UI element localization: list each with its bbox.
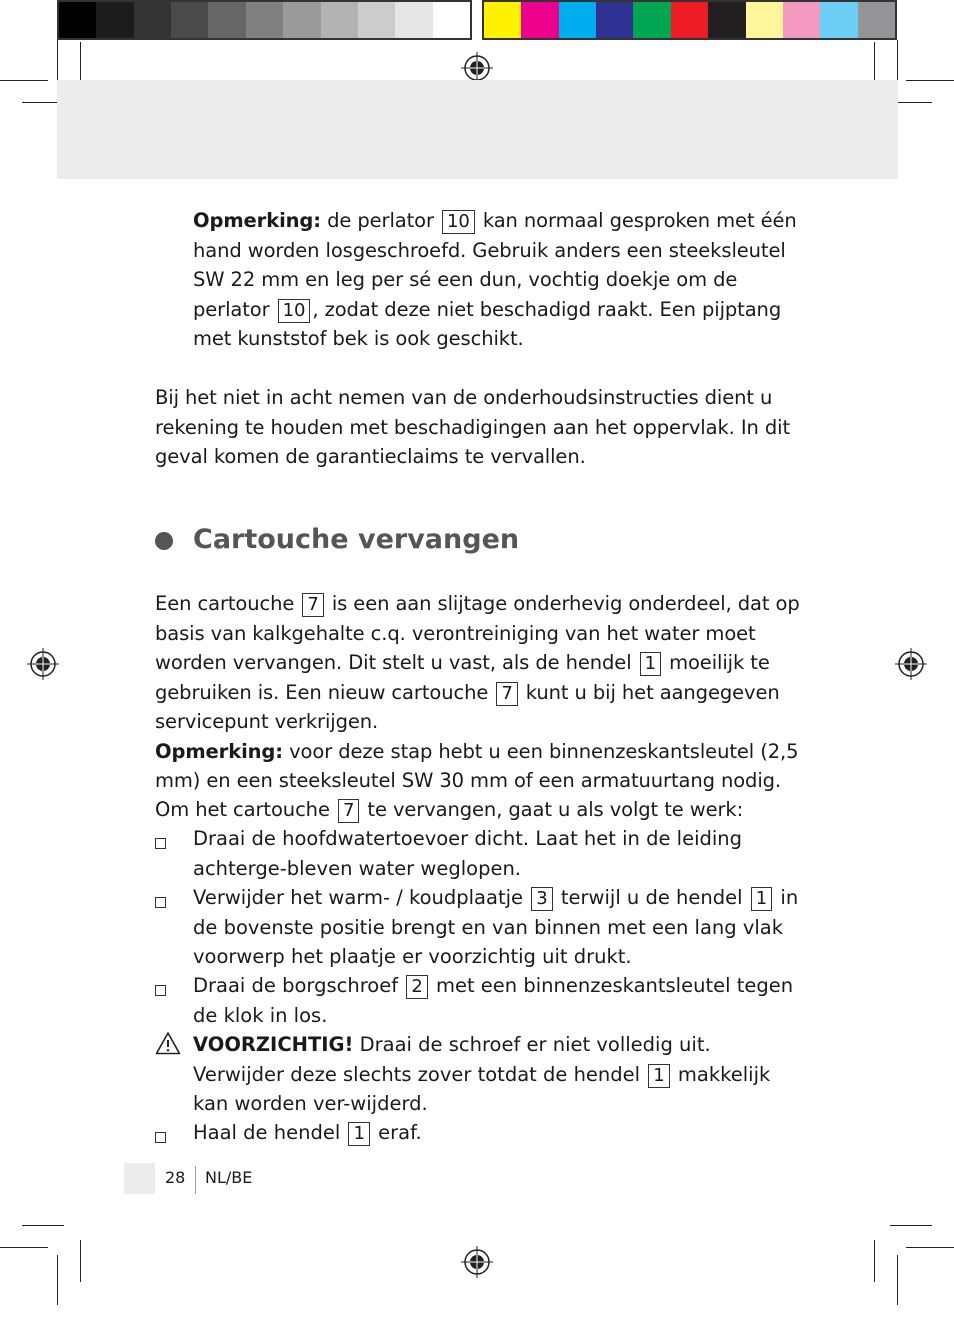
list-item xyxy=(193,1118,801,1148)
crop-mark xyxy=(0,1247,48,1248)
language-code: NL/BE xyxy=(205,1168,253,1187)
color-swatch xyxy=(484,2,521,38)
part-ref-box: 7 xyxy=(338,799,359,823)
list-text: Verwijder het warm- / koudplaatje xyxy=(193,886,530,909)
color-swatch xyxy=(858,2,895,38)
note-label: Opmerking: xyxy=(155,739,283,763)
color-swatch xyxy=(633,2,670,38)
note-perlator xyxy=(193,206,801,354)
color-swatch xyxy=(820,2,857,38)
color-swatch xyxy=(746,2,783,38)
square-bullet-icon xyxy=(155,897,166,908)
note-label: Opmerking: xyxy=(193,209,321,232)
part-ref-box: 2 xyxy=(406,975,427,999)
header-band xyxy=(57,80,898,179)
color-swatch xyxy=(708,2,745,38)
note-text: voor deze stap hebt u een binnenzeskantsleutel (2,5 mm) en een steeksleutel SW 30 mm of een armatuurtang nodig. xyxy=(155,739,799,792)
list-text: Haal de hendel xyxy=(193,1121,347,1144)
part-ref-box: 7 xyxy=(302,593,323,617)
list-item: Draai de hoofdwatertoevoer dicht. Laat het in de leiding achterge-bleven water weglopen. xyxy=(193,827,743,880)
color-swatch xyxy=(246,2,283,38)
paragraph-text: Om het cartouche xyxy=(155,798,336,821)
paragraph-text: te vervangen, gaat u als volgt te werk: xyxy=(361,798,744,821)
note-text: de perlator xyxy=(321,209,441,232)
crop-mark xyxy=(57,40,58,85)
warning-triangle-icon xyxy=(155,1031,181,1055)
paragraph-text: is een aan slijtage onderhevig onderdeel, dat op basis van kalkgehalte c.q. verontreiniging van het water moet worden vervangen. Dit stelt u vast, als de hendel xyxy=(155,592,800,674)
crop-mark xyxy=(906,1247,954,1248)
part-ref-box: 1 xyxy=(751,887,772,911)
registration-mark-icon xyxy=(461,1246,493,1278)
list-text: terwijl u de hendel xyxy=(554,886,749,909)
page-number: 28 xyxy=(165,1168,186,1187)
color-swatch xyxy=(96,2,133,38)
part-ref-box: 7 xyxy=(496,682,517,706)
note-text: , zodat deze niet beschadigd raakt. Een pijptang met kunststof bek is ook geschikt. xyxy=(193,297,782,350)
color-swatch xyxy=(321,2,358,38)
note-text: kan normaal gesproken met één hand worden losgeschroefd. Gebruik anders een steeksleutel SW 22 mm en leg per sé een dun, vochtig doekje om de perlator xyxy=(193,209,797,321)
maintenance-paragraph: Bij het niet in acht nemen van de onderhoudsinstructies dient u rekening te houden met beschadigingen aan het oppervlak. In dit geval komen de garantieclaims te vervallen. xyxy=(155,386,791,468)
caution-note xyxy=(193,1030,801,1119)
caution-label: VOORZICHTIG! xyxy=(193,1033,354,1056)
registration-mark-icon xyxy=(895,648,927,680)
list-item xyxy=(193,971,801,1030)
crop-mark xyxy=(874,1240,875,1282)
paragraph-text: kunt u bij het aangegeven servicepunt verkrijgen. xyxy=(155,680,780,733)
color-swatch xyxy=(559,2,596,38)
paragraph-text: Een cartouche xyxy=(155,592,301,615)
part-ref-box: 1 xyxy=(640,652,661,676)
cartridge-paragraph xyxy=(155,589,801,796)
crop-mark xyxy=(890,1225,932,1226)
list-text: in de bovenste positie brengt en van binnen met een lang vlak voorwerp het plaatje er voorzichtig uit drukt. xyxy=(193,886,799,968)
crop-mark xyxy=(897,1255,898,1305)
color-swatch xyxy=(358,2,395,38)
paragraph-text: moeilijk te gebruiken is. Een nieuw cartouche xyxy=(155,651,770,704)
color-swatch xyxy=(671,2,708,38)
crop-mark xyxy=(897,40,898,85)
color-swatch xyxy=(283,2,320,38)
color-swatch xyxy=(171,2,208,38)
square-bullet-icon xyxy=(155,838,166,849)
list-item xyxy=(193,883,801,972)
grayscale-color-bar xyxy=(57,0,472,40)
square-bullet-icon xyxy=(155,985,166,996)
steps-intro xyxy=(155,795,801,825)
list-text: eraf. xyxy=(371,1121,422,1144)
color-swatch xyxy=(59,2,96,38)
color-swatch xyxy=(521,2,558,38)
color-swatch xyxy=(433,2,470,38)
footer-tab xyxy=(124,1163,155,1194)
list-text: Draai de borgschroef xyxy=(193,974,405,997)
part-ref-box: 10 xyxy=(278,299,311,323)
color-swatch xyxy=(134,2,171,38)
color-swatch xyxy=(596,2,633,38)
list-text: met een binnenzeskantsleutel tegen de klok in los. xyxy=(193,974,794,1027)
part-ref-box: 3 xyxy=(531,887,552,911)
color-swatch xyxy=(783,2,820,38)
heading-bullet-icon xyxy=(155,532,173,550)
part-ref-box: 10 xyxy=(442,210,475,234)
part-ref-box: 1 xyxy=(348,1122,369,1146)
caution-text: makkelijk kan worden ver-wijderd. xyxy=(193,1062,771,1115)
crop-mark xyxy=(906,80,954,81)
footer-divider xyxy=(195,1166,196,1194)
process-color-bar xyxy=(482,0,897,40)
section-heading: Cartouche vervangen xyxy=(193,524,520,555)
square-bullet-icon xyxy=(155,1132,166,1143)
registration-mark-icon xyxy=(27,648,59,680)
crop-mark xyxy=(57,1255,58,1305)
crop-mark xyxy=(80,1240,81,1282)
color-swatch xyxy=(395,2,432,38)
crop-mark xyxy=(22,1225,64,1226)
color-swatch xyxy=(208,2,245,38)
caution-text: Draai de schroef er niet volledig uit. Verwijder deze slechts zover totdat de hendel xyxy=(193,1033,711,1086)
part-ref-box: 1 xyxy=(648,1064,669,1088)
crop-mark xyxy=(0,80,48,81)
